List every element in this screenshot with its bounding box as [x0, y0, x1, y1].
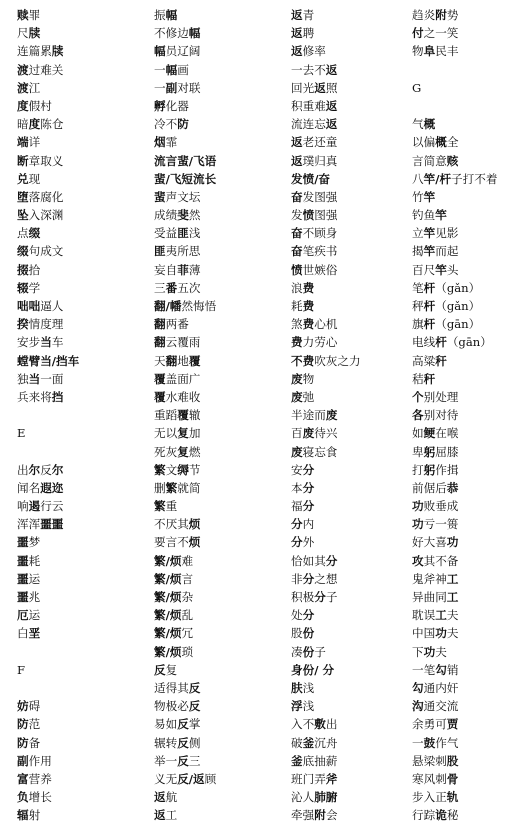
entry-line: 尺牍: [17, 26, 41, 41]
entry-line: 身份/ 分: [291, 662, 335, 677]
entry-line: 功亏一篑: [412, 517, 459, 532]
entry-line: 重蹈覆辙: [154, 408, 201, 423]
entry-line: 废寝忘食: [291, 444, 338, 459]
entry-line: 不费吹灰之力: [291, 353, 361, 368]
entry-line: 中国功夫: [412, 626, 459, 641]
entry-line: 浪费: [291, 280, 315, 295]
entry-line: 渡江: [17, 80, 41, 95]
entry-line: 响遏行云: [17, 499, 64, 514]
entry-line: 笔杆（gǎn）: [412, 280, 481, 295]
entry-line: 覆盖面广: [154, 371, 201, 386]
entry-line: 物极必反: [154, 699, 201, 714]
entry-line: 易如反掌: [154, 717, 201, 732]
entry-line: 成绩斐然: [154, 208, 201, 223]
entry-line: 流言蜚/飞语: [154, 153, 217, 168]
entry-line: 勾通内奸: [412, 680, 459, 695]
entry-line: 出尔反尔: [17, 462, 64, 477]
entry-line: 余勇可贾: [412, 717, 459, 732]
entry-line: 高粱秆: [412, 353, 447, 368]
entry-line: 安步当车: [17, 335, 64, 350]
entry-line: 以偏概全: [412, 135, 459, 150]
entry-line: 奋笔疾书: [291, 244, 338, 259]
entry-line: 沟通交流: [412, 699, 459, 714]
entry-line: 百尺竿头: [412, 262, 459, 277]
entry-line: 蜚/飞短流长: [154, 171, 217, 186]
entry-line: 破釜沉舟: [291, 735, 338, 750]
entry-line: 浮浅: [291, 699, 315, 714]
entry-line: 繁/烦难: [154, 553, 194, 568]
entry-line: 防备: [17, 735, 41, 750]
entry-line: 删繁就简: [154, 480, 201, 495]
entry-line: 前倨后恭: [412, 480, 459, 495]
entry-line: 三番五次: [154, 280, 201, 295]
entry-line: 富营养: [17, 771, 52, 786]
entry-line: 个别处理: [412, 389, 459, 404]
entry-line: 揭竿而起: [412, 244, 459, 259]
entry-line: 趋炎附势: [412, 8, 459, 22]
entry-line: 辗转反侧: [154, 735, 201, 750]
entry-line: 入不敷出: [291, 717, 338, 732]
entry-line: 废物: [291, 371, 315, 386]
entry-line: 非分之想: [291, 571, 338, 586]
entry-line: 返老还童: [291, 135, 338, 150]
entry-line: 旗杆（gān）: [412, 317, 481, 332]
entry-line: 不修边幅: [154, 26, 201, 41]
entry-line: 浑浑噩噩: [17, 517, 64, 532]
entry-line: 秤杆（gǎn）: [412, 299, 481, 313]
entry-line: 点缀: [17, 226, 41, 241]
entry-line: 反复: [154, 662, 178, 677]
entry-line: 白垩: [17, 626, 41, 641]
entry-line: 百废待兴: [291, 426, 338, 441]
entry-line: 寒风刺骨: [412, 771, 459, 786]
entry-line: 好大喜功: [412, 535, 459, 550]
entry-line: 噩耗: [17, 553, 41, 568]
column-4: [412, 0, 530, 824]
entry-line: 肤浅: [291, 680, 315, 695]
entry-line: 步入正轨: [412, 790, 459, 805]
entry-line: 物阜民丰: [412, 44, 459, 59]
blank-line: [17, 406, 136, 424]
entry-line: 振幅: [154, 8, 178, 22]
entry-line: 福分: [291, 499, 315, 514]
entry-line: 一笔勾销: [412, 662, 459, 677]
entry-line: 翻/幡然悔悟: [154, 299, 217, 313]
entry-line: 费力劳心: [291, 335, 338, 350]
entry-line: 言简意赅: [412, 153, 459, 168]
entry-line: 处分: [291, 608, 315, 623]
entry-line: 攻其不备: [412, 553, 459, 568]
entry-line: 烟霏: [154, 135, 178, 150]
entry-line: 返青: [291, 8, 315, 22]
entry-line: 悬梁刺股: [412, 753, 459, 768]
entry-line: 翻云覆雨: [154, 335, 201, 350]
entry-line: 连篇累牍: [17, 44, 64, 59]
entry-line: 噩兆: [17, 590, 41, 604]
entry-line: 奋发图强: [291, 189, 338, 204]
entry-line: 兑现: [17, 171, 41, 186]
entry-line: 要言不烦: [154, 535, 201, 550]
entry-line: 返聘: [291, 26, 315, 41]
entry-line: 死灰复燃: [154, 444, 201, 459]
section-letter: G: [412, 80, 422, 95]
entry-line: 噩运: [17, 571, 41, 586]
entry-line: 覆水难收: [154, 389, 201, 404]
entry-line: 一鼓作气: [412, 735, 459, 750]
entry-line: 繁重: [154, 499, 178, 514]
entry-line: 坠入深渊: [17, 208, 64, 223]
entry-line: 赎罪: [17, 8, 41, 22]
entry-line: 缀句成文: [17, 244, 64, 259]
entry-line: 咄咄逼人: [17, 299, 64, 313]
entry-line: 煞费心机: [291, 317, 338, 332]
entry-line: 无以复加: [154, 426, 201, 441]
entry-line: 如鲠在喉: [412, 426, 459, 441]
entry-line: 返璞归真: [291, 153, 338, 168]
entry-line: 噩梦: [17, 535, 41, 550]
entry-line: 辐射: [17, 808, 41, 823]
entry-line: 天翻地覆: [154, 353, 201, 368]
entry-line: 各别对待: [412, 408, 459, 423]
entry-line: 适得其反: [154, 680, 201, 695]
entry-line: 繁/烦琐: [154, 644, 194, 659]
blank-line: [17, 443, 136, 461]
entry-line: 愤世嫉俗: [291, 262, 338, 277]
entry-line: 气概: [412, 117, 436, 132]
entry-line: 繁/烦冗: [154, 626, 194, 641]
entry-line: 班门弄斧: [291, 771, 338, 786]
entry-line: 断章取义: [17, 153, 64, 168]
entry-line: 义无反/返顾: [154, 771, 217, 786]
entry-line: 秸秆: [412, 371, 436, 386]
blank-line: [412, 97, 530, 115]
section-letter: F: [17, 662, 26, 677]
entry-line: 废弛: [291, 389, 315, 404]
entry-line: 立竿见影: [412, 226, 459, 241]
blank-line: [17, 679, 136, 697]
entry-line: 分内: [291, 517, 315, 532]
entry-line: 度假村: [17, 98, 52, 113]
entry-line: 厄运: [17, 608, 41, 623]
entry-line: 返修率: [291, 44, 326, 59]
entry-line: 辍学: [17, 280, 41, 295]
entry-line: 沁人肺腑: [291, 790, 338, 805]
entry-line: 繁/烦乱: [154, 608, 194, 623]
entry-line: 安分: [291, 462, 315, 477]
entry-line: 繁文缛节: [154, 462, 201, 477]
entry-line: 堕落腐化: [17, 189, 64, 204]
entry-line: 幅员辽阔: [154, 44, 201, 59]
entry-line: 繁/烦杂: [154, 590, 194, 604]
entry-line: 妨碍: [17, 699, 41, 714]
entry-line: 功败垂成: [412, 499, 459, 514]
entry-line: 蜚声文坛: [154, 189, 201, 204]
entry-line: 掇拾: [17, 262, 41, 277]
entry-line: 举一反三: [154, 753, 201, 768]
entry-line: 异曲同工: [412, 590, 459, 604]
entry-line: 一幅画: [154, 62, 189, 77]
entry-line: 不厌其烦: [154, 517, 201, 532]
entry-line: 负增长: [17, 790, 52, 805]
entry-line: 妄自菲薄: [154, 262, 201, 277]
entry-line: 分外: [291, 535, 315, 550]
entry-line: 返航: [154, 790, 178, 805]
entry-line: 牵强附会: [291, 808, 338, 823]
entry-line: 翻两番: [154, 317, 189, 332]
entry-line: 八竿/杆子打不着: [412, 171, 498, 186]
entry-line: 端详: [17, 135, 41, 150]
entry-line: 冷不防: [154, 117, 189, 132]
entry-line: 螳臂当/挡车: [17, 353, 80, 368]
entry-line: 积重难返: [291, 98, 338, 113]
entry-line: 电线杆（gān）: [412, 335, 492, 350]
entry-line: 积极分子: [291, 590, 338, 604]
entry-line: 防范: [17, 717, 41, 732]
section-letter: E: [17, 426, 26, 441]
entry-line: 付之一笑: [412, 26, 459, 41]
entry-line: 鬼斧神工: [412, 571, 459, 586]
entry-line: 打躬作揖: [412, 462, 459, 477]
entry-line: 钓鱼竿: [412, 208, 447, 223]
entry-line: 行踪诡秘: [412, 808, 459, 823]
entry-line: 卑躬屈膝: [412, 444, 459, 459]
column-2: [136, 0, 274, 824]
entry-line: 股份: [291, 626, 315, 641]
entry-line: 凑份子: [291, 644, 326, 659]
entry-line: 闻名遐迩: [17, 480, 64, 495]
entry-line: 揆情度理: [17, 317, 64, 332]
entry-line: 渡过难关: [17, 62, 64, 77]
entry-line: 耽误工夫: [412, 608, 459, 623]
entry-line: 繁/烦言: [154, 571, 194, 586]
column-3: [274, 0, 412, 824]
entry-line: 奋不顾身: [291, 226, 338, 241]
entry-line: 返工: [154, 808, 178, 823]
entry-line: 兵来将挡: [17, 389, 64, 404]
entry-line: 下功夫: [412, 644, 447, 659]
entry-line: 竹竿: [412, 189, 436, 204]
entry-line: 发愤/奋: [291, 171, 331, 186]
entry-line: 本分: [291, 480, 315, 495]
entry-line: 半途而废: [291, 408, 338, 423]
entry-line: 匪夷所思: [154, 244, 201, 259]
entry-line: 独当一面: [17, 371, 64, 386]
entry-line: 暗度陈仓: [17, 117, 64, 132]
entry-line: 回光返照: [291, 80, 338, 95]
column-1: [0, 0, 136, 824]
entry-line: 受益匪浅: [154, 226, 201, 241]
entry-line: 流连忘返: [291, 117, 338, 132]
entry-line: 发愤图强: [291, 208, 338, 223]
entry-line: 恰如其分: [291, 553, 338, 568]
entry-line: 耗费: [291, 299, 315, 313]
blank-line: [412, 61, 530, 79]
blank-line: [17, 643, 136, 661]
entry-line: 一副对联: [154, 80, 201, 95]
entry-line: 釜底抽薪: [291, 753, 338, 768]
entry-line: 孵化器: [154, 98, 189, 113]
entry-line: 一去不返: [291, 62, 338, 77]
entry-line: 副作用: [17, 753, 52, 768]
